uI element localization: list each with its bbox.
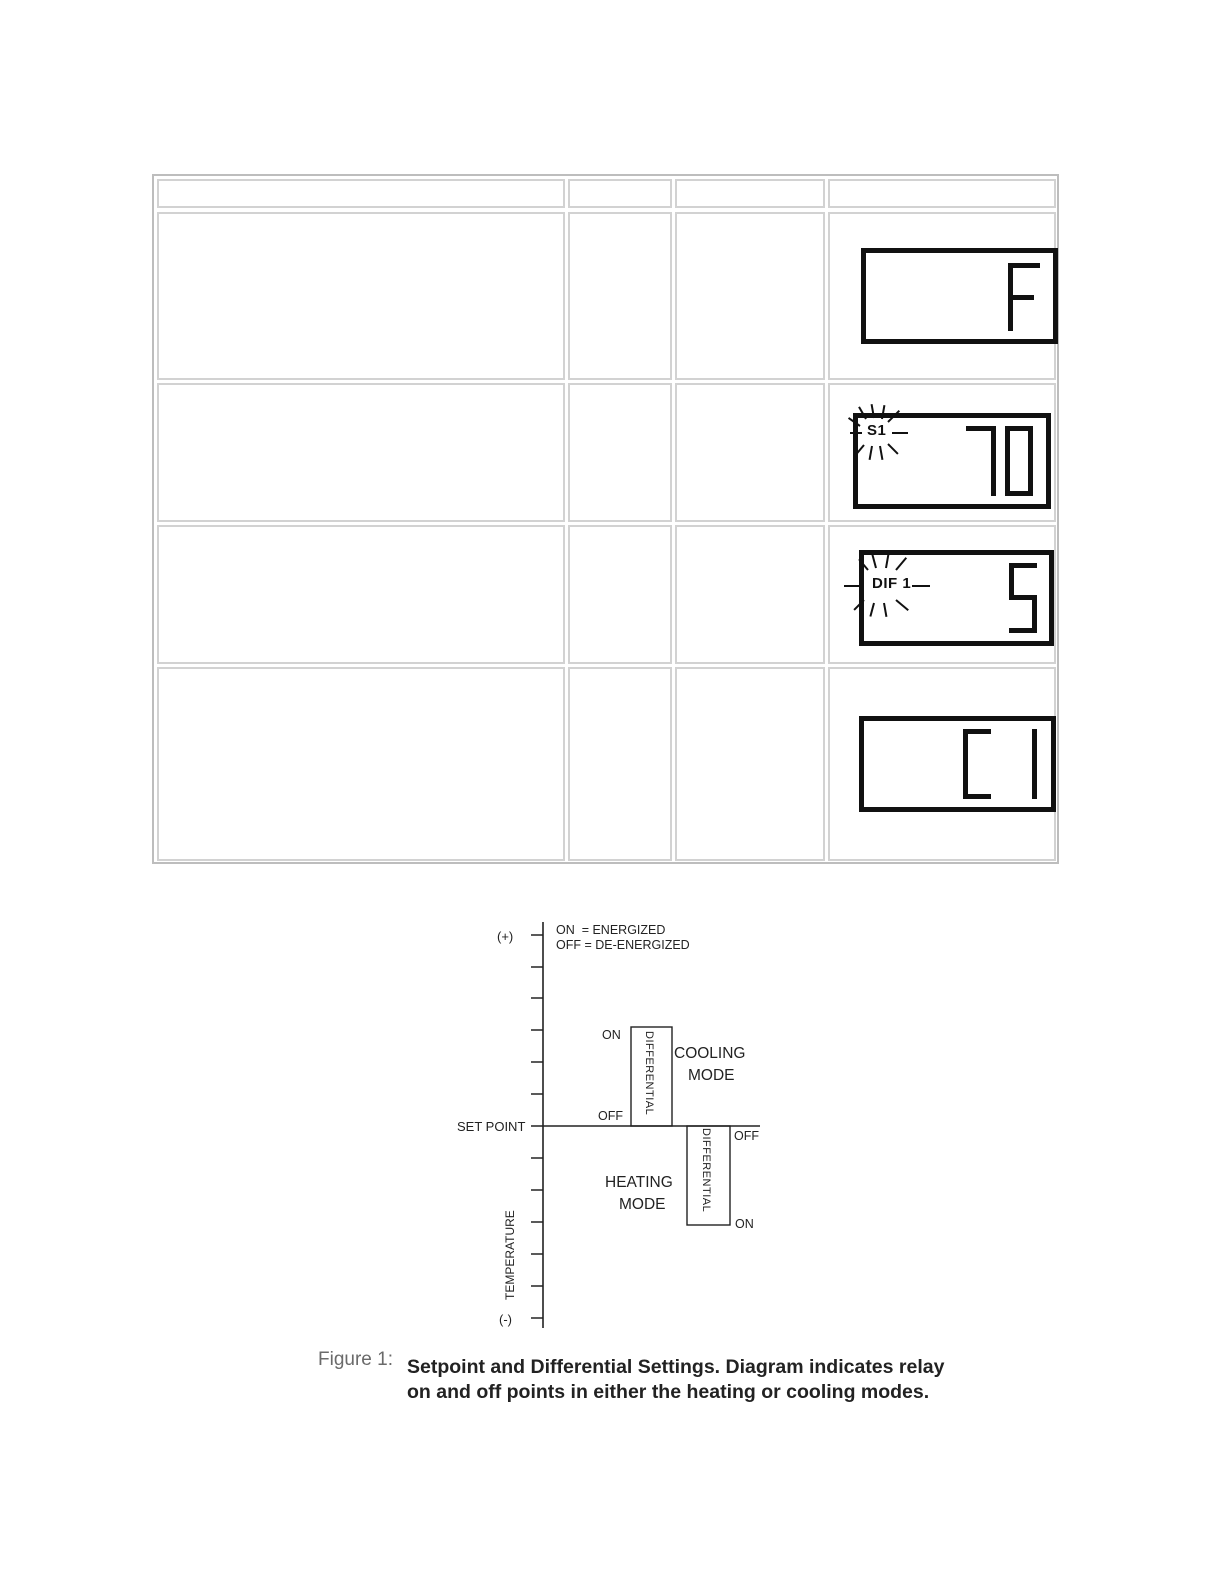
cooling-off-label: OFF: [598, 1109, 623, 1123]
heating-on-label: ON: [735, 1217, 754, 1231]
figure-caption-text: Setpoint and Differential Settings. Diagram indicates relay on and off points in either the heating or cooling modes.: [407, 1356, 945, 1403]
heating-mode-line1: HEATING: [605, 1174, 673, 1191]
indicator-s1: S1: [867, 422, 887, 439]
legend-off: OFF = DE-ENERGIZED: [556, 938, 690, 952]
axis-minus-label: (-): [499, 1312, 512, 1327]
cooling-differential-label: DIFFERENTIAL: [643, 1031, 655, 1116]
temperature-axis-label: TEMPERATURE: [503, 1210, 517, 1300]
indicator-dif1: DIF 1: [872, 575, 912, 592]
heating-mode-line2: MODE: [619, 1196, 666, 1213]
legend-on: ON = ENERGIZED: [556, 923, 666, 937]
heating-off-label: OFF: [734, 1129, 759, 1143]
cooling-on-label: ON: [602, 1028, 621, 1042]
figure-caption-label: Figure 1:: [318, 1349, 393, 1370]
cooling-mode-line1: COOLING: [674, 1045, 746, 1062]
axis-plus-label: (+): [497, 929, 514, 944]
heating-differential-label: DIFFERENTIAL: [700, 1128, 712, 1213]
cooling-mode-line2: MODE: [688, 1067, 735, 1084]
set-point-label: SET POINT: [457, 1119, 526, 1134]
